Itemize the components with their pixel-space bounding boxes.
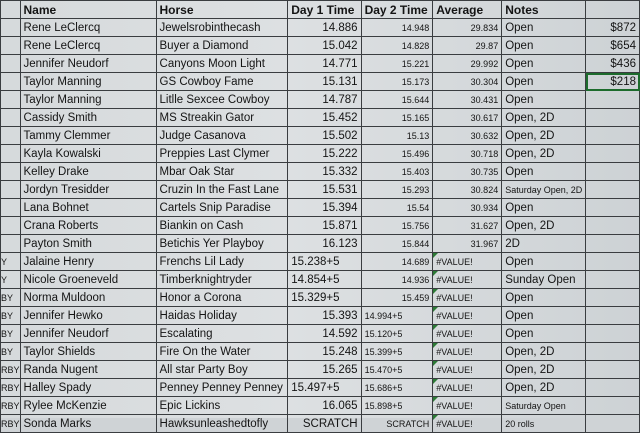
cell-notes[interactable]: Open, 2D: [502, 109, 586, 127]
cell-day2-time[interactable]: 15.293: [361, 181, 433, 199]
cell-day2-time[interactable]: 14.828: [361, 37, 433, 55]
header-cell-payout[interactable]: [586, 1, 640, 19]
cell-payout[interactable]: [586, 307, 640, 325]
cell-name[interactable]: Kayla Kowalski: [20, 145, 156, 163]
cell-payout[interactable]: [586, 91, 640, 109]
cell-name[interactable]: Jennifer Hewko: [20, 307, 156, 325]
header-cell-average[interactable]: Average: [433, 1, 502, 19]
cell-payout[interactable]: [586, 235, 640, 253]
cell-prefix[interactable]: BY: [1, 343, 21, 361]
cell-prefix[interactable]: [1, 37, 21, 55]
cell-day1-time[interactable]: 15.531: [288, 181, 361, 199]
cell-average[interactable]: #VALUE!: [433, 325, 502, 343]
cell-notes[interactable]: Open: [502, 37, 586, 55]
header-cell-horse[interactable]: Horse: [156, 1, 288, 19]
cell-day1-time[interactable]: 15.131: [288, 73, 361, 91]
cell-horse[interactable]: Judge Casanova: [156, 127, 288, 145]
cell-prefix[interactable]: RBY: [1, 415, 21, 433]
cell-horse[interactable]: Litlle Sexcee Cowboy: [156, 91, 288, 109]
cell-day1-time[interactable]: 15.248: [288, 343, 361, 361]
cell-notes[interactable]: 2D: [502, 235, 586, 253]
cell-day2-time[interactable]: 14.948: [361, 19, 433, 37]
table-row: [1, 307, 640, 325]
cell-prefix[interactable]: [1, 109, 21, 127]
cell-name[interactable]: Kelley Drake: [20, 163, 156, 181]
cell-day1-time[interactable]: SCRATCH: [288, 415, 361, 433]
table-row: [1, 289, 640, 307]
cell-day1-time[interactable]: 14.886: [288, 19, 361, 37]
cell-prefix[interactable]: [1, 217, 21, 235]
cell-name[interactable]: Taylor Manning: [20, 91, 156, 109]
table-row: [1, 37, 640, 55]
cell-day2-time[interactable]: 14.689: [361, 253, 433, 271]
cell-day2-time[interactable]: 15.686+5: [361, 379, 433, 397]
header-cell-notes[interactable]: Notes: [502, 1, 586, 19]
cell-day1-time[interactable]: 15.042: [288, 37, 361, 55]
cell-name[interactable]: Sonda Marks: [20, 415, 156, 433]
cell-notes[interactable]: Open, 2D: [502, 379, 586, 397]
table-row: [1, 73, 640, 91]
cell-day2-time[interactable]: 15.756: [361, 217, 433, 235]
cell-day2-time[interactable]: 15.459: [361, 289, 433, 307]
cell-horse[interactable]: Fire On the Water: [156, 343, 288, 361]
header-cell-name[interactable]: Name: [20, 1, 156, 19]
cell-average[interactable]: #VALUE!: [433, 307, 502, 325]
cell-horse[interactable]: Mbar Oak Star: [156, 163, 288, 181]
cell-day1-time[interactable]: 14.592: [288, 325, 361, 343]
cell-day2-time[interactable]: 15.403: [361, 163, 433, 181]
cell-average[interactable]: 30.735: [433, 163, 502, 181]
cell-day2-time[interactable]: 15.13: [361, 127, 433, 145]
cell-notes[interactable]: Saturday Open: [502, 397, 586, 415]
cell-notes[interactable]: Saturday Open, 2D: [502, 181, 586, 199]
cell-payout[interactable]: [586, 253, 640, 271]
cell-average[interactable]: #VALUE!: [433, 253, 502, 271]
cell-average[interactable]: 30.934: [433, 199, 502, 217]
cell-notes[interactable]: Open: [502, 325, 586, 343]
cell-name[interactable]: Jalaine Henry: [20, 253, 156, 271]
cell-horse[interactable]: Preppies Last Clymer: [156, 145, 288, 163]
cell-name[interactable]: Rene LeClercq: [20, 19, 156, 37]
cell-payout[interactable]: [586, 181, 640, 199]
cell-day2-time[interactable]: 15.844: [361, 235, 433, 253]
cell-horse[interactable]: GS Cowboy Fame: [156, 73, 288, 91]
cell-day2-time[interactable]: 15.165: [361, 109, 433, 127]
cell-day1-time[interactable]: 16.065: [288, 397, 361, 415]
cell-notes[interactable]: Open: [502, 163, 586, 181]
table-row: [1, 91, 640, 109]
cell-horse[interactable]: Biankin on Cash: [156, 217, 288, 235]
table-row: [1, 199, 640, 217]
cell-day1-time[interactable]: 15.394: [288, 199, 361, 217]
cell-prefix[interactable]: Y: [1, 271, 21, 289]
cell-notes[interactable]: Open: [502, 73, 586, 91]
cell-notes[interactable]: Open: [502, 91, 586, 109]
cell-average[interactable]: 30.617: [433, 109, 502, 127]
cell-horse[interactable]: Cruzin In the Fast Lane: [156, 181, 288, 199]
cell-payout[interactable]: [586, 109, 640, 127]
cell-horse[interactable]: Timberknightryder: [156, 271, 288, 289]
cell-day1-time[interactable]: 15.497+5: [288, 379, 361, 397]
table-row: [1, 361, 640, 379]
cell-day1-time[interactable]: 15.502: [288, 127, 361, 145]
cell-payout[interactable]: [586, 127, 640, 145]
table-row: [1, 253, 640, 271]
cell-notes[interactable]: Open, 2D: [502, 217, 586, 235]
cell-horse[interactable]: Frenchs Lil Lady: [156, 253, 288, 271]
cell-prefix[interactable]: [1, 73, 21, 91]
cell-name[interactable]: Lana Bohnet: [20, 199, 156, 217]
table-row: [1, 397, 640, 415]
cell-prefix[interactable]: RBY: [1, 361, 21, 379]
cell-payout[interactable]: [586, 199, 640, 217]
cell-prefix[interactable]: [1, 235, 21, 253]
cell-day1-time[interactable]: 16.123: [288, 235, 361, 253]
header-cell-day2[interactable]: Day 2 Time: [361, 1, 433, 19]
cell-prefix[interactable]: [1, 199, 21, 217]
cell-horse[interactable]: Hawksunleashedtofly: [156, 415, 288, 433]
cell-day1-time[interactable]: 15.329+5: [288, 289, 361, 307]
cell-payout[interactable]: $218: [586, 73, 640, 91]
cell-average[interactable]: 31.967: [433, 235, 502, 253]
table-row: [1, 343, 640, 361]
cell-prefix[interactable]: [1, 19, 21, 37]
cell-payout[interactable]: [586, 145, 640, 163]
cell-payout[interactable]: $872: [586, 19, 640, 37]
cell-horse[interactable]: All star Party Boy: [156, 361, 288, 379]
cell-notes[interactable]: Open: [502, 307, 586, 325]
cell-prefix[interactable]: [1, 55, 21, 73]
table-row: [1, 19, 640, 37]
table-row: [1, 145, 640, 163]
cell-horse[interactable]: Buyer a Diamond: [156, 37, 288, 55]
cell-day1-time[interactable]: 14.854+5: [288, 271, 361, 289]
cell-average[interactable]: 31.627: [433, 217, 502, 235]
cell-day1-time[interactable]: 14.787: [288, 91, 361, 109]
cell-day1-time[interactable]: 15.452: [288, 109, 361, 127]
cell-day2-time[interactable]: 15.221: [361, 55, 433, 73]
cell-horse[interactable]: Honor a Corona: [156, 289, 288, 307]
cell-average[interactable]: 30.632: [433, 127, 502, 145]
cell-day2-time[interactable]: 15.496: [361, 145, 433, 163]
header-cell-pre[interactable]: [1, 1, 21, 19]
cell-prefix[interactable]: BY: [1, 325, 21, 343]
table-row: [1, 271, 640, 289]
cell-average[interactable]: #VALUE!: [433, 415, 502, 433]
cell-payout[interactable]: [586, 271, 640, 289]
cell-prefix[interactable]: RBY: [1, 379, 21, 397]
table-row: [1, 379, 640, 397]
cell-payout[interactable]: [586, 325, 640, 343]
cell-day1-time[interactable]: 15.222: [288, 145, 361, 163]
cell-day2-time[interactable]: 15.54: [361, 199, 433, 217]
cell-name[interactable]: Taylor Manning: [20, 73, 156, 91]
cell-day1-time[interactable]: 15.332: [288, 163, 361, 181]
cell-prefix[interactable]: [1, 91, 21, 109]
cell-payout[interactable]: [586, 217, 640, 235]
cell-horse[interactable]: Canyons Moon Light: [156, 55, 288, 73]
cell-notes[interactable]: Open: [502, 55, 586, 73]
cell-prefix[interactable]: Y: [1, 253, 21, 271]
cell-name[interactable]: Crana Roberts: [20, 217, 156, 235]
table-row: [1, 55, 640, 73]
cell-prefix[interactable]: [1, 163, 21, 181]
cell-horse[interactable]: Cartels Snip Paradise: [156, 199, 288, 217]
cell-average[interactable]: #VALUE!: [433, 379, 502, 397]
cell-notes[interactable]: Open, 2D: [502, 343, 586, 361]
cell-average[interactable]: 30.824: [433, 181, 502, 199]
cell-horse[interactable]: Jewelsrobinthecash: [156, 19, 288, 37]
cell-notes[interactable]: Open, 2D: [502, 361, 586, 379]
cell-average[interactable]: 30.431: [433, 91, 502, 109]
table-row: [1, 415, 640, 433]
cell-day1-time[interactable]: 15.265: [288, 361, 361, 379]
cell-day2-time[interactable]: 15.120+5: [361, 325, 433, 343]
header-row: [1, 1, 640, 19]
cell-payout[interactable]: [586, 343, 640, 361]
cell-day2-time[interactable]: 14.936: [361, 271, 433, 289]
cell-name[interactable]: Jordyn Tresidder: [20, 181, 156, 199]
cell-name[interactable]: Randa Nugent: [20, 361, 156, 379]
cell-name[interactable]: Jennifer Neudorf: [20, 55, 156, 73]
cell-name[interactable]: Norma Muldoon: [20, 289, 156, 307]
table-row: [1, 235, 640, 253]
cell-name[interactable]: Tammy Clemmer: [20, 127, 156, 145]
cell-average[interactable]: #VALUE!: [433, 397, 502, 415]
cell-average[interactable]: #VALUE!: [433, 361, 502, 379]
cell-day1-time[interactable]: 15.238+5: [288, 253, 361, 271]
table-row: [1, 217, 640, 235]
cell-payout[interactable]: [586, 289, 640, 307]
cell-prefix[interactable]: [1, 127, 21, 145]
cell-name[interactable]: Taylor Shields: [20, 343, 156, 361]
header-cell-day1[interactable]: Day 1 Time: [288, 1, 361, 19]
cell-notes[interactable]: Open: [502, 199, 586, 217]
cell-day1-time[interactable]: 15.871: [288, 217, 361, 235]
cell-day2-time[interactable]: SCRATCH: [361, 415, 433, 433]
cell-horse[interactable]: Penney Penney Penney: [156, 379, 288, 397]
cell-day2-time[interactable]: 15.173: [361, 73, 433, 91]
cell-notes[interactable]: Open: [502, 253, 586, 271]
cell-day2-time[interactable]: 15.399+5: [361, 343, 433, 361]
cell-name[interactable]: Nicole Groeneveld: [20, 271, 156, 289]
cell-name[interactable]: Rylee McKenzie: [20, 397, 156, 415]
cell-prefix[interactable]: [1, 181, 21, 199]
cell-name[interactable]: Payton Smith: [20, 235, 156, 253]
cell-day2-time[interactable]: 14.994+5: [361, 307, 433, 325]
cell-average[interactable]: #VALUE!: [433, 271, 502, 289]
cell-prefix[interactable]: BY: [1, 289, 21, 307]
cell-horse[interactable]: MS Streakin Gator: [156, 109, 288, 127]
cell-horse[interactable]: Betichis Yer Playboy: [156, 235, 288, 253]
table-row: [1, 181, 640, 199]
cell-average[interactable]: 29.834: [433, 19, 502, 37]
cell-payout[interactable]: $654: [586, 37, 640, 55]
cell-prefix[interactable]: BY: [1, 307, 21, 325]
cell-horse[interactable]: Escalating: [156, 325, 288, 343]
cell-prefix[interactable]: [1, 145, 21, 163]
cell-horse[interactable]: Epic Lickins: [156, 397, 288, 415]
cell-day1-time[interactable]: 14.771: [288, 55, 361, 73]
cell-average[interactable]: #VALUE!: [433, 289, 502, 307]
cell-horse[interactable]: Haidas Holiday: [156, 307, 288, 325]
cell-payout[interactable]: [586, 163, 640, 181]
cell-average[interactable]: 29.992: [433, 55, 502, 73]
cell-average[interactable]: 30.304: [433, 73, 502, 91]
cell-notes[interactable]: Sunday Open: [502, 271, 586, 289]
cell-average[interactable]: 29.87: [433, 37, 502, 55]
cell-day2-time[interactable]: 15.898+5: [361, 397, 433, 415]
cell-day2-time[interactable]: 15.644: [361, 91, 433, 109]
table-row: [1, 127, 640, 145]
cell-notes[interactable]: 20 rolls: [502, 415, 586, 433]
cell-payout[interactable]: $436: [586, 55, 640, 73]
cell-payout[interactable]: [586, 379, 640, 397]
cell-payout[interactable]: [586, 361, 640, 379]
cell-day2-time[interactable]: 15.470+5: [361, 361, 433, 379]
cell-day1-time[interactable]: 15.393: [288, 307, 361, 325]
cell-payout[interactable]: [586, 415, 640, 433]
cell-payout[interactable]: [586, 397, 640, 415]
cell-notes[interactable]: Open, 2D: [502, 127, 586, 145]
cell-average[interactable]: #VALUE!: [433, 343, 502, 361]
table-row: [1, 325, 640, 343]
cell-notes[interactable]: Open: [502, 289, 586, 307]
cell-notes[interactable]: Open, 2D: [502, 145, 586, 163]
cell-name[interactable]: Jennifer Neudorf: [20, 325, 156, 343]
cell-name[interactable]: Cassidy Smith: [20, 109, 156, 127]
cell-name[interactable]: Rene LeClercq: [20, 37, 156, 55]
table-row: [1, 163, 640, 181]
cell-prefix[interactable]: RBY: [1, 397, 21, 415]
cell-name[interactable]: Halley Spady: [20, 379, 156, 397]
table-row: [1, 109, 640, 127]
cell-average[interactable]: 30.718: [433, 145, 502, 163]
cell-notes[interactable]: Open: [502, 19, 586, 37]
